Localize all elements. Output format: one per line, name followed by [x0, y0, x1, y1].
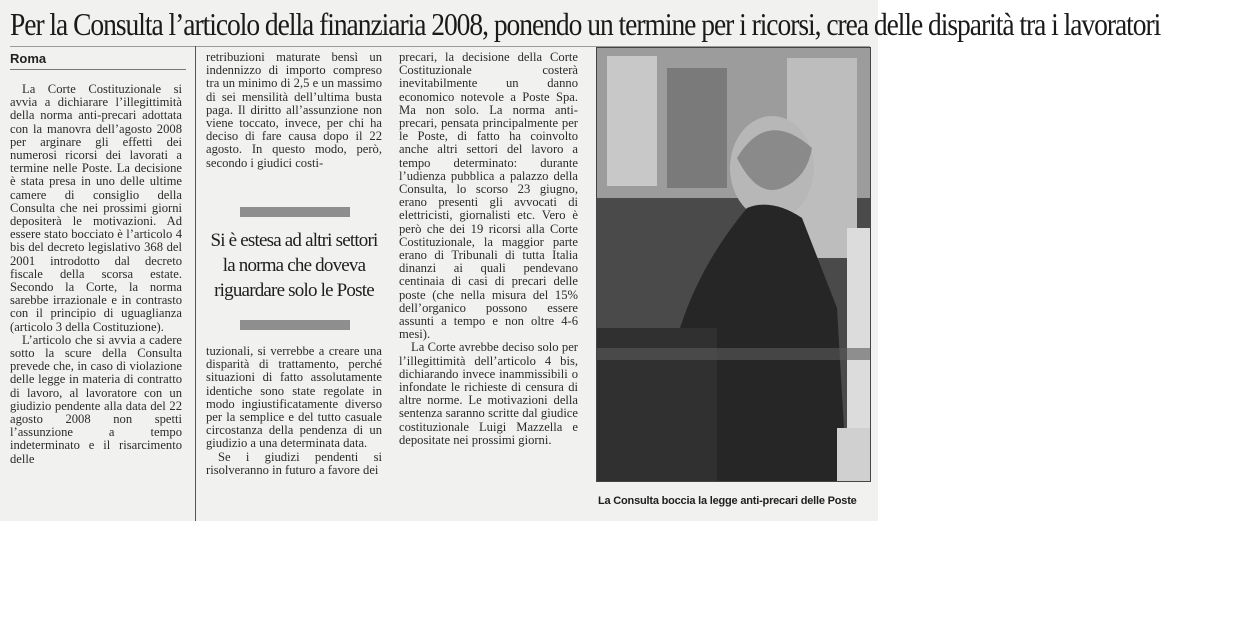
paragraph: retribuzioni maturate bensì un indennizzo di importo compreso tra un minimo di 2,5 e un massimo di sei mensilità dell’ultima busta paga. Il diritto all’assunzione non viene toccato, invece, per chi ha deciso di fare causa dopo il 22 agosto. In questo modo, però, secondo i giudici costi- — [206, 50, 382, 170]
paragraph: La Corte avrebbe deciso solo per l’illegittimità dell’articolo 4 bis, dichiarando invece inammissibili o infondate le richieste di censura di altre norme. Le motivazioni della sentenza saranno scritte dal giudice costituzionale Luigi Mazzella e depositate nei prossimi giorni. — [399, 340, 578, 447]
column-3 — [399, 51, 578, 521]
column-2-bottom — [206, 345, 382, 521]
pull-quote-bar-top — [240, 207, 350, 217]
article-photo — [596, 47, 871, 482]
headline: Per la Consulta l’articolo della finanziaria 2008, ponendo un termine per i ricorsi, crea delle disparità tra i lavoratori — [10, 6, 1161, 42]
dateline-rule — [10, 69, 186, 70]
dateline: Roma — [10, 51, 47, 66]
column-2-top — [206, 51, 382, 196]
column-divider — [195, 46, 196, 521]
photo-caption: La Consulta boccia la legge anti-precari delle Poste — [598, 495, 857, 507]
paragraph: Se i giudizi pendenti si risolveranno in futuro a favore dei — [206, 449, 382, 477]
paragraph: precari, la decisione della Corte Costituzionale costerà inevitabilmente un danno economico notevole a Poste Spa. Ma non solo. La norma anti-precari, pensata principalmente per le Poste, di fatto ha coinvolto anche altri settori del lavoro a tempo determinato: durante l’udienza pubblica a palazzo della Consulta, lo scorso 23 giugno, erano presenti gli avvocati di elettricisti, giornalisti etc. Vero è però che dei 19 ricorsi alla Corte Costituzionale, la maggior parte erano di Tribunali di tutta Italia dinanzi ai quali pendevano centinaia di casi di precari delle poste (che nella misura del 15% dell’organico possono essere assunti a tempo e non oltre 4-6 mesi). — [399, 50, 578, 342]
paragraph: L’articolo che si avvia a cadere sotto la scure della Consulta prevede che, in caso di violazione delle legge in materia di contratto di lavoro, al lavoratore con un giudizio pendente alla data del 22 agosto 2008 non spetti l’assunzione a tempo indeterminato e il risarcimento delle — [10, 332, 182, 466]
pull-quote: Si è estesa ad altri settori la norma che doveva riguardare solo le Poste — [210, 230, 378, 301]
paragraph: La Corte Costituzionale si avvia a dichiarare l’illegittimità della norma anti-precari adottata con la manovra dell’agosto 2008 per arginare gli effetti dei numerosi ricorsi dei lavorati a termine nelle Poste. La decisione è stata presa in uno delle ultime camere di consiglio della Consulta che nei prossimi giorni depositerà le motivazioni. Ad essere stato bocciato è l’articolo 4 bis del decreto legislativo 368 del 2001 introdotto dal decreto fiscale della scorsa estate. Secondo la Corte, la norma sarebbe irrazionale e in contrasto con il principio di uguaglianza (articolo 3 della Costituzione). — [10, 82, 182, 334]
photo-illustration — [597, 48, 870, 481]
column-1 — [10, 83, 182, 520]
pull-quote-bar-bottom — [240, 320, 350, 330]
paragraph: tuzionali, si verrebbe a creare una disparità di trattamento, perché situazioni di fatto assolutamente identiche sono state regolate in modo ingiustificatamente diverso per la semplice e del tutto casuale circostanza della pendenza di un giudizio a una determinata data. — [206, 344, 382, 451]
